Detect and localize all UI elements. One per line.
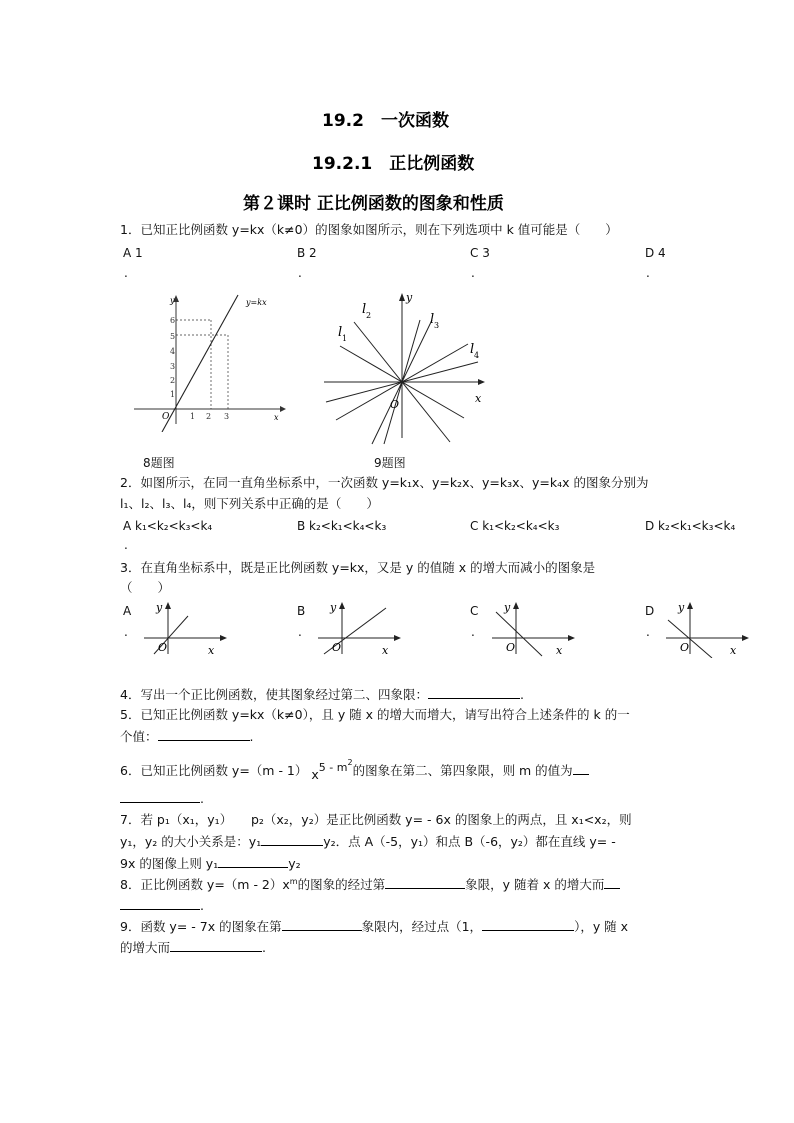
- q9-answer-blank-c[interactable]: [170, 939, 262, 952]
- question-2-line1: 2．如图所示，在同一直角坐标系中，一次函数 y=k₁x、y=k₂x、y=k₃x、y=k₄x 的图象分别为: [120, 475, 649, 490]
- graph8-xtick-3: 3: [224, 412, 230, 421]
- q6-exp2: 2: [347, 758, 353, 767]
- q6-answer-blank-a[interactable]: [573, 762, 589, 775]
- question-5-line2: [120, 728, 254, 745]
- q3-graph-b: [314, 598, 404, 658]
- q7-line2a: y₁，y₂ 的大小关系是：y₁: [120, 834, 262, 849]
- graph8-ytick-6: 6: [170, 316, 176, 325]
- graph9-l3: l: [430, 312, 435, 327]
- q5-answer-blank[interactable]: [158, 728, 250, 741]
- q6-base: x: [311, 767, 319, 782]
- graph8-xtick-1: 1: [190, 412, 196, 421]
- question-7-line2: [120, 833, 616, 850]
- graph8-ytick-1: 1: [170, 390, 176, 399]
- graph8-ytick-3: 3: [170, 362, 176, 371]
- q1-option-c: C 3: [470, 246, 490, 260]
- q3-dot-c: .: [471, 625, 475, 639]
- q3b-y: y: [330, 601, 337, 614]
- q2-option-d: D k₂<k₁<k₃<k₄: [645, 519, 736, 533]
- question-7-line3: [120, 855, 301, 872]
- q8-pre: 8．正比例函数 y=（m - 2）x: [120, 877, 290, 892]
- section-title: 19.2 一次函数: [322, 111, 449, 131]
- q8-sup: m: [289, 877, 298, 886]
- graph-8-caption: 8题图: [143, 456, 175, 470]
- q3-option-a: A: [123, 604, 132, 618]
- graph9-l1: l: [338, 325, 343, 340]
- q6-answer-blank-b[interactable]: [120, 790, 200, 803]
- graph9-l3-sub: 3: [434, 321, 440, 330]
- q6-exp: 5 - m: [318, 761, 348, 774]
- q3d-o: O: [680, 641, 690, 654]
- q8-mid: 的图象的经过第: [297, 877, 386, 892]
- graph9-l2: l: [362, 302, 367, 317]
- q3-dot-d: .: [646, 625, 650, 639]
- q3c-o: O: [506, 641, 516, 654]
- graph9-l1-sub: 1: [342, 334, 348, 343]
- q9-pre: 9．函数 y= - 7x 的图象在第: [120, 919, 282, 934]
- graph8-ytick-5: 5: [170, 332, 176, 341]
- question-3-line2: （ ）: [120, 580, 171, 595]
- q2-dot-a: .: [124, 538, 128, 552]
- graph8-xtick-2: 2: [206, 412, 212, 421]
- q5-text: 个值：: [120, 729, 158, 744]
- question-5-line1: 5．已知正比例函数 y=kx（k≠0），且 y 随 x 的增大而增大，请写出符合上述条件的 k 的一: [120, 707, 630, 722]
- question-6: [120, 758, 589, 782]
- q1-dot-a: .: [124, 266, 128, 280]
- q3a-x: x: [208, 644, 215, 657]
- q3-graph-a: [140, 598, 230, 658]
- q2-option-b: B k₂<k₁<k₄<k₃: [297, 519, 387, 533]
- q3-graph-c: [488, 598, 578, 658]
- graph8-ytick-4: 4: [170, 347, 176, 356]
- q9-line2: 的增大而: [120, 940, 171, 955]
- q1-dot-c: .: [471, 266, 475, 280]
- q9-end: .: [262, 940, 266, 955]
- q3c-y: y: [504, 601, 511, 614]
- q1-option-b: B 2: [297, 246, 317, 260]
- q2-option-c: C k₁<k₂<k₄<k₃: [470, 519, 560, 533]
- q1-option-a: A 1: [123, 246, 143, 260]
- graph9-origin: O: [390, 398, 400, 411]
- q3a-y: y: [156, 601, 163, 614]
- graph9-y-label: y: [406, 291, 413, 304]
- q6-post: 的图象在第二、第四象限，则 m 的值为: [352, 763, 573, 778]
- q7-line3b: y₂: [288, 856, 301, 871]
- q7-line2b: y₂．点 A（-5，y₁）和点 B（-6，y₂）都在直线 y= -: [323, 834, 616, 849]
- q4-text: 4．写出一个正比例函数，使其图象经过第二、四象限：: [120, 687, 428, 702]
- graph8-line-label: y=kx: [246, 298, 267, 307]
- q9-post: ），y 随 x: [574, 919, 629, 934]
- q3-option-c: C: [470, 604, 479, 618]
- subsection-title: 19.2.1 正比例函数: [312, 154, 475, 174]
- q3b-o: O: [332, 641, 342, 654]
- q9-mid: 象限内，经过点（1，: [361, 919, 483, 934]
- graph9-l2-sub: 2: [366, 311, 372, 320]
- question-3-line1: 3．在直角坐标系中，既是正比例函数 y=kx，又是 y 的值随 x 的增大而减小的图象是: [120, 560, 596, 575]
- graph8-ytick-2: 2: [170, 376, 176, 385]
- q9-answer-blank-b[interactable]: [482, 918, 574, 931]
- q6-pre: 6．已知正比例函数 y=（m - 1）: [120, 763, 308, 778]
- q1-option-d: D 4: [645, 246, 666, 260]
- q7-answer-blank-a[interactable]: [261, 833, 323, 846]
- question-6-line2: [120, 790, 204, 807]
- q6-end: .: [200, 791, 204, 806]
- q7-answer-blank-b[interactable]: [218, 855, 288, 868]
- q3d-y: y: [678, 601, 685, 614]
- question-1: 1．已知正比例函数 y=kx（k≠0）的图象如图所示，则在下列选项中 k 值可能是（ ）: [120, 222, 618, 237]
- graph8-x-label: x: [274, 413, 279, 422]
- q3-dot-a: .: [124, 625, 128, 639]
- q3-option-d: D: [645, 604, 655, 618]
- q3a-o: O: [158, 641, 168, 654]
- question-7-line1: 7．若 p₁（x₁，y₁） p₂（x₂，y₂）是正比例函数 y= - 6x 的图象上的两点，且 x₁<x₂，则: [120, 812, 632, 827]
- q3b-x: x: [382, 644, 389, 657]
- q4-end: .: [519, 687, 524, 702]
- question-8: [120, 876, 620, 895]
- q3-dot-b: .: [298, 625, 302, 639]
- graph9-l4-sub: 4: [474, 351, 480, 360]
- question-4: [120, 686, 524, 703]
- q3d-x: x: [730, 644, 737, 657]
- q8-post: 象限，y 随着 x 的增大而: [465, 877, 605, 892]
- q5-end: .: [249, 729, 254, 744]
- q1-dot-b: .: [298, 266, 302, 280]
- graph-9: [320, 288, 490, 446]
- graph-9-caption: 9题图: [374, 456, 406, 470]
- q8-answer-blank-b[interactable]: [604, 876, 620, 889]
- question-9-line2: [120, 939, 266, 956]
- graph8-y-label: y: [170, 296, 175, 305]
- question-2-line2: l₁、l₂、l₃、l₄，则下列关系中正确的是（ ）: [120, 496, 379, 511]
- q8-end: .: [200, 898, 204, 913]
- question-8-line2: [120, 897, 204, 914]
- q8-answer-blank-c[interactable]: [120, 897, 200, 910]
- graph-8: [128, 292, 288, 432]
- lesson-title: 第２课时 正比例函数的图象和性质: [243, 194, 504, 214]
- q2-option-a: A k₁<k₂<k₃<k₄: [123, 519, 213, 533]
- q3-option-b: B: [297, 604, 306, 618]
- q3-graph-d: [662, 598, 752, 658]
- graph8-origin: O: [162, 412, 170, 422]
- q8-answer-blank-a[interactable]: [385, 876, 465, 889]
- graph9-x-label: x: [475, 392, 482, 405]
- q3c-x: x: [556, 644, 563, 657]
- question-9: [120, 918, 628, 935]
- q1-dot-d: .: [646, 266, 650, 280]
- q9-answer-blank-a[interactable]: [282, 918, 362, 931]
- graph9-l4: l: [470, 342, 475, 357]
- q4-answer-blank[interactable]: [428, 686, 520, 699]
- q7-line3a: 9x 的图像上则 y₁: [120, 856, 219, 871]
